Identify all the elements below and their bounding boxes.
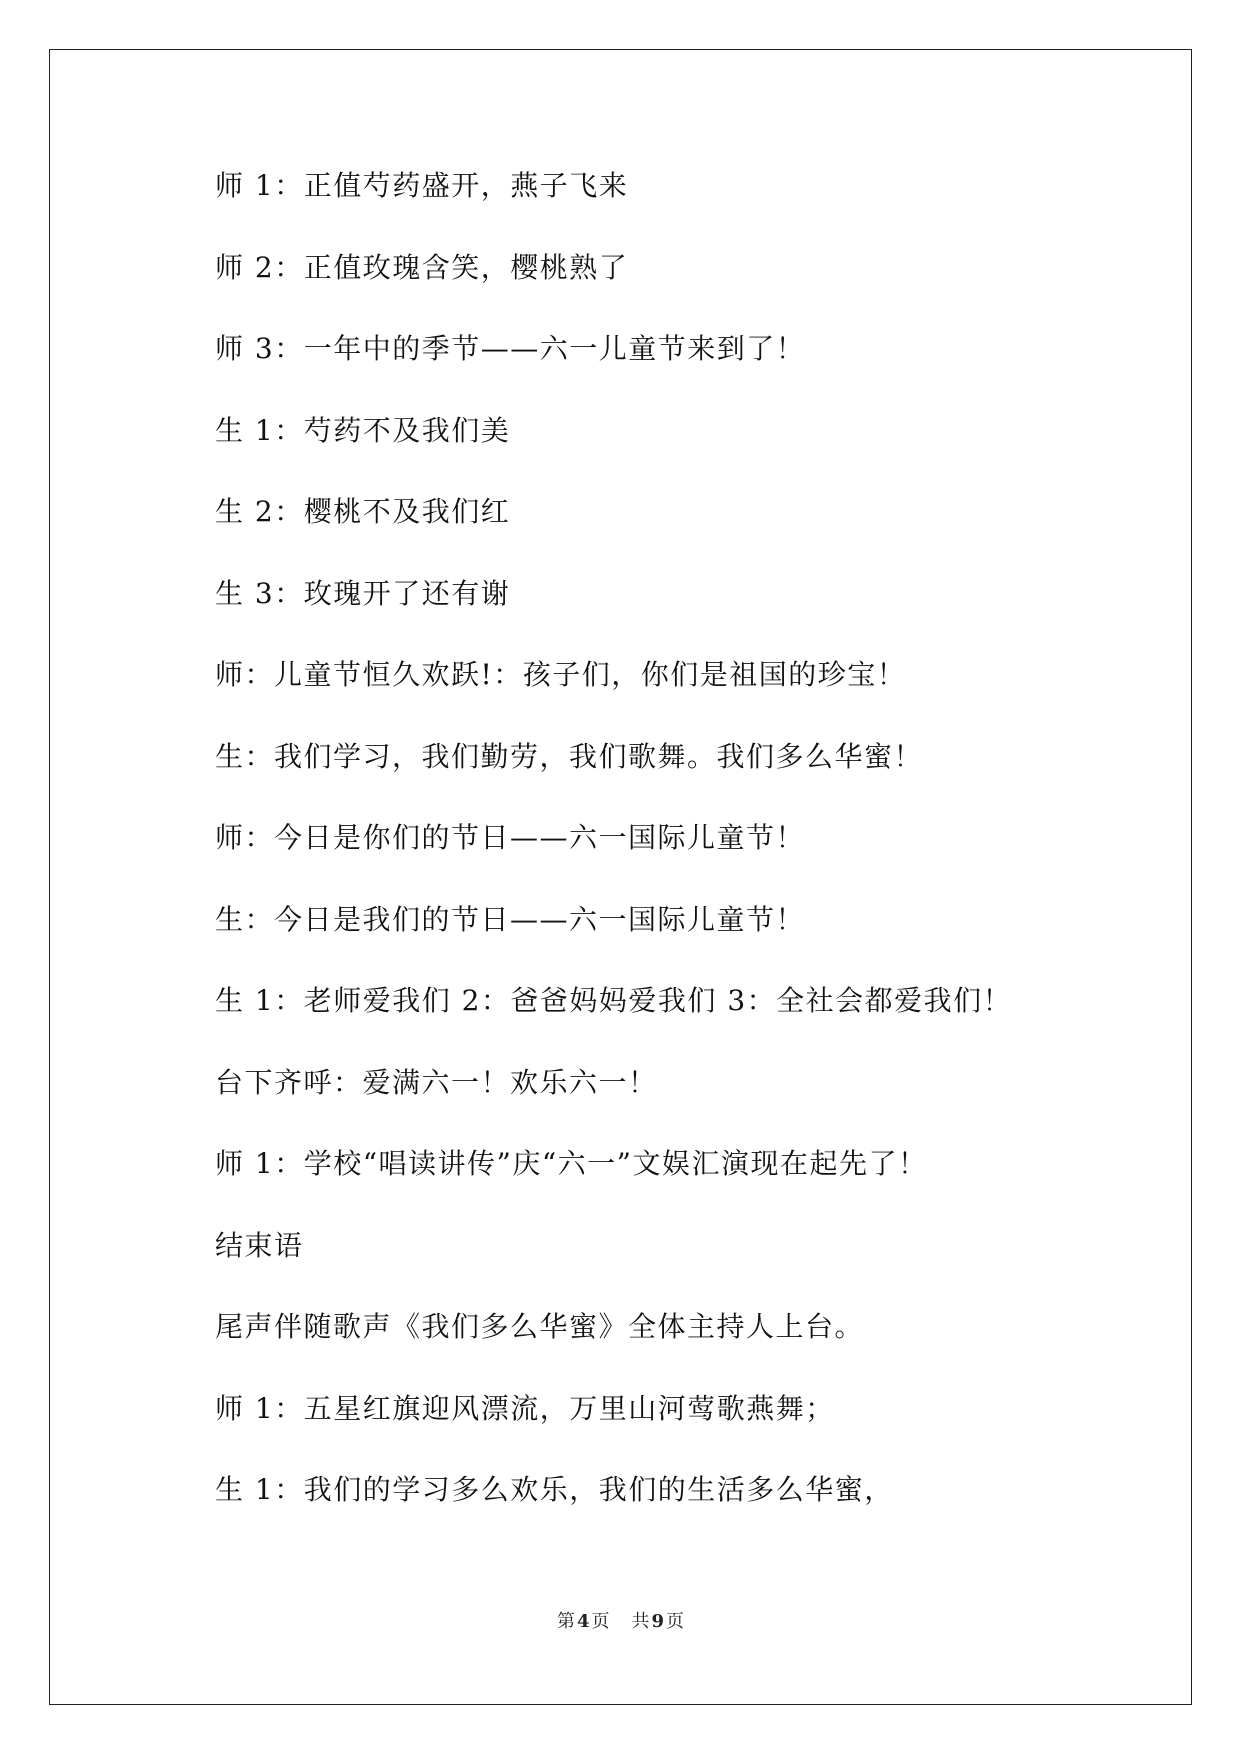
text-line: 台下齐呼：爱满六一！欢乐六一！ <box>215 1065 658 1099</box>
footer-page-suffix: 页 <box>591 1611 610 1632</box>
text-line: 生：今日是我们的节日——六一国际儿童节！ <box>215 902 806 936</box>
document-body <box>215 166 1115 1552</box>
text-line: 师：今日是你们的节日——六一国际儿童节！ <box>215 821 806 854</box>
text-line: 师 2：正值玫瑰含笑，樱桃熟了 <box>215 250 629 284</box>
footer-total-suffix: 页 <box>666 1611 685 1632</box>
text-line: 生 2：樱桃不及我们红 <box>215 495 511 528</box>
total-pages: 9 <box>651 1611 665 1632</box>
text-line: 生 1：我们的学习多么欢乐，我们的生活多么华蜜， <box>215 1473 894 1506</box>
section-heading: 结束语 <box>215 1228 304 1262</box>
text-line: 尾声伴随歌声《我们多么华蜜》全体主持人上台。 <box>215 1310 865 1343</box>
text-line: 师 1：学校“唱读讲传”庆“六一”文娱汇演现在起先了！ <box>215 1147 928 1180</box>
page-footer <box>0 1610 1241 1634</box>
text-line: 师 1：正值芍药盛开，燕子飞来 <box>215 169 629 202</box>
footer-total-prefix: 共 <box>631 1611 650 1632</box>
footer-prefix: 第 <box>556 1611 575 1632</box>
text-line: 师 1：五星红旗迎风漂流，万里山河莺歌燕舞； <box>215 1391 835 1425</box>
text-line: 生 3：玫瑰开了还有谢 <box>215 576 511 610</box>
text-line: 生：我们学习，我们勤劳，我们歌舞。我们多么华蜜！ <box>215 739 924 773</box>
text-line: 生 1：芍药不及我们美 <box>215 413 511 447</box>
page-number: 4 <box>576 1611 590 1632</box>
text-line: 生 1：老师爱我们 2：爸爸妈妈爱我们 3：全社会都爱我们！ <box>215 984 1013 1017</box>
text-line: 师 3：一年中的季节——六一儿童节来到了！ <box>215 332 806 365</box>
text-line: 师：儿童节恒久欢跃!：孩子们，你们是祖国的珍宝！ <box>215 658 907 691</box>
